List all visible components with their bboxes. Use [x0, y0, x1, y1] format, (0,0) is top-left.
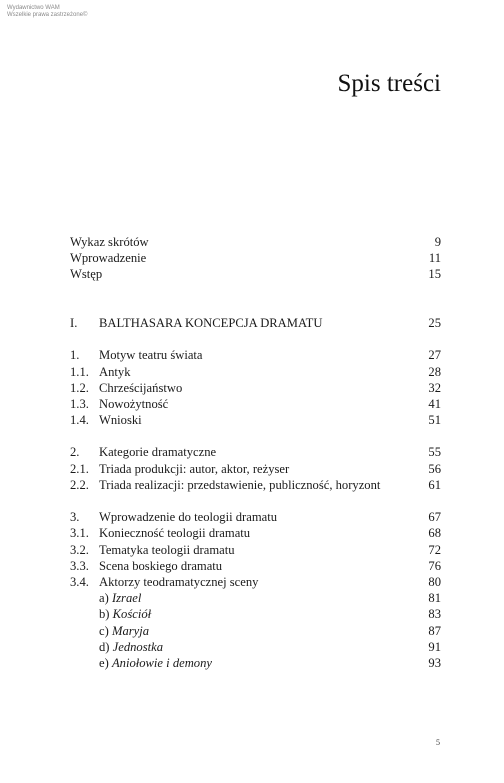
toc-entry-page: 15	[428, 267, 441, 282]
toc-part[interactable]	[70, 315, 441, 331]
toc-chapter-label: Wprowadzenie do teologii dramatu	[99, 510, 277, 525]
toc-chapter[interactable]	[70, 509, 441, 525]
toc-subitem-label: Kościół	[112, 607, 152, 622]
toc-section[interactable]	[70, 396, 441, 412]
toc-section-page: 80	[428, 574, 441, 589]
toc-subitem-prefix: a)	[99, 591, 109, 606]
toc-chapter-page: 55	[428, 445, 441, 460]
toc-part-page: 25	[428, 315, 441, 330]
toc-chapter-page: 67	[428, 510, 441, 525]
toc-section-number: 3.3.	[70, 558, 89, 573]
toc-subitem-prefix: c)	[99, 623, 109, 638]
toc-subitem-prefix: e)	[99, 655, 109, 670]
table-of-contents	[70, 234, 441, 671]
toc-section[interactable]	[70, 574, 441, 590]
toc-chapter[interactable]	[70, 347, 441, 363]
toc-section-label: Chrześcijaństwo	[99, 380, 183, 395]
toc-subitem-label: Maryja	[111, 623, 150, 638]
toc-part-number: I.	[70, 315, 78, 330]
toc-subitem-page: 87	[428, 623, 441, 638]
watermark-copyright: Wszelkie prawa zastrzeżone©	[7, 12, 88, 18]
spacer	[70, 283, 441, 299]
toc-section-number: 3.2.	[70, 542, 89, 557]
toc-entry[interactable]	[70, 234, 441, 250]
toc-section-page: 41	[428, 396, 441, 411]
toc-section-label: Nowożytność	[99, 396, 169, 411]
toc-subitem-page: 81	[428, 591, 441, 606]
toc-entry[interactable]	[70, 266, 441, 282]
toc-chapter-number: 2.	[70, 445, 80, 460]
toc-section-number: 1.2.	[70, 380, 89, 395]
toc-chapter-label: Motyw teatru świata	[99, 348, 203, 363]
toc-part-label: BALTHASARA KONCEPCJA DRAMATU	[99, 315, 323, 330]
toc-section[interactable]	[70, 412, 441, 428]
toc-section-label: Konieczność teologii dramatu	[99, 526, 251, 541]
toc-subitem[interactable]	[70, 606, 441, 622]
toc-subitem-page: 93	[428, 655, 441, 670]
toc-section-number: 2.1.	[70, 461, 89, 476]
toc-section-number: 3.1.	[70, 526, 89, 541]
toc-subitem-page: 83	[428, 607, 441, 622]
toc-section-label: Antyk	[99, 364, 131, 379]
toc-subitem[interactable]	[70, 623, 441, 639]
toc-section-label: Tematyka teologii dramatu	[99, 542, 235, 557]
toc-section-number: 1.1.	[70, 364, 89, 379]
toc-section-number: 1.4.	[70, 413, 89, 428]
toc-section-page: 76	[428, 558, 441, 573]
toc-subitem[interactable]	[70, 655, 441, 671]
toc-section-page: 56	[428, 461, 441, 476]
page-title: Spis treści	[337, 70, 441, 97]
toc-section[interactable]	[70, 461, 441, 477]
toc-section-label: Aktorzy teodramatycznej sceny	[99, 574, 259, 589]
toc-chapter-number: 3.	[70, 510, 80, 525]
toc-entry-label: Wprowadzenie	[70, 251, 147, 266]
toc-chapter-page: 27	[428, 348, 441, 363]
toc-entry-label: Wykaz skrótów	[70, 235, 149, 249]
toc-section-number: 1.3.	[70, 396, 89, 411]
toc-section-page: 68	[428, 526, 441, 541]
toc-section[interactable]	[70, 525, 441, 541]
toc-section-label: Triada produkcji: autor, aktor, reżyser	[99, 461, 290, 476]
toc-chapter[interactable]	[70, 444, 441, 460]
spacer	[70, 493, 441, 509]
toc-section[interactable]	[70, 380, 441, 396]
toc-entry-page: 9	[434, 235, 441, 249]
toc-section[interactable]	[70, 477, 441, 493]
watermark	[7, 5, 87, 19]
toc-section-page: 72	[428, 542, 441, 557]
page-number: 5	[436, 738, 440, 747]
toc-subitem[interactable]	[70, 639, 441, 655]
toc-subitem-prefix: d)	[99, 639, 110, 654]
spacer	[70, 299, 441, 315]
watermark-publisher: Wydawnictwo WAM	[7, 5, 60, 11]
toc-section-page: 51	[428, 413, 441, 428]
toc-section[interactable]	[70, 542, 441, 558]
toc-entry[interactable]	[70, 250, 441, 266]
toc-section[interactable]	[70, 558, 441, 574]
toc-section-page: 61	[428, 477, 441, 492]
toc-chapter-label: Kategorie dramatyczne	[99, 445, 217, 460]
toc-section-label: Triada realizacji: przedstawienie, publiczność, horyzont	[99, 477, 381, 492]
toc-section-page: 28	[428, 364, 441, 379]
toc-section-page: 32	[428, 380, 441, 395]
toc-subitem-label: Aniołowie i demony	[111, 655, 212, 670]
spacer	[70, 428, 441, 444]
toc-subitem-prefix: b)	[99, 607, 110, 622]
toc-subitem-label: Jednostka	[112, 639, 164, 654]
toc-entry-label: Wstęp	[70, 267, 103, 282]
toc-subitem-label: Izrael	[111, 591, 142, 606]
toc-section-label: Wnioski	[99, 413, 142, 428]
toc-subitem[interactable]	[70, 590, 441, 606]
toc-entry-page: 11	[428, 251, 441, 266]
spacer	[70, 331, 441, 347]
toc-section-number: 2.2.	[70, 477, 89, 492]
toc-section-label: Scena boskiego dramatu	[99, 558, 223, 573]
toc-chapter-number: 1.	[70, 348, 80, 363]
toc-subitem-page: 91	[428, 639, 441, 654]
toc-section[interactable]	[70, 364, 441, 380]
toc-section-number: 3.4.	[70, 574, 89, 589]
